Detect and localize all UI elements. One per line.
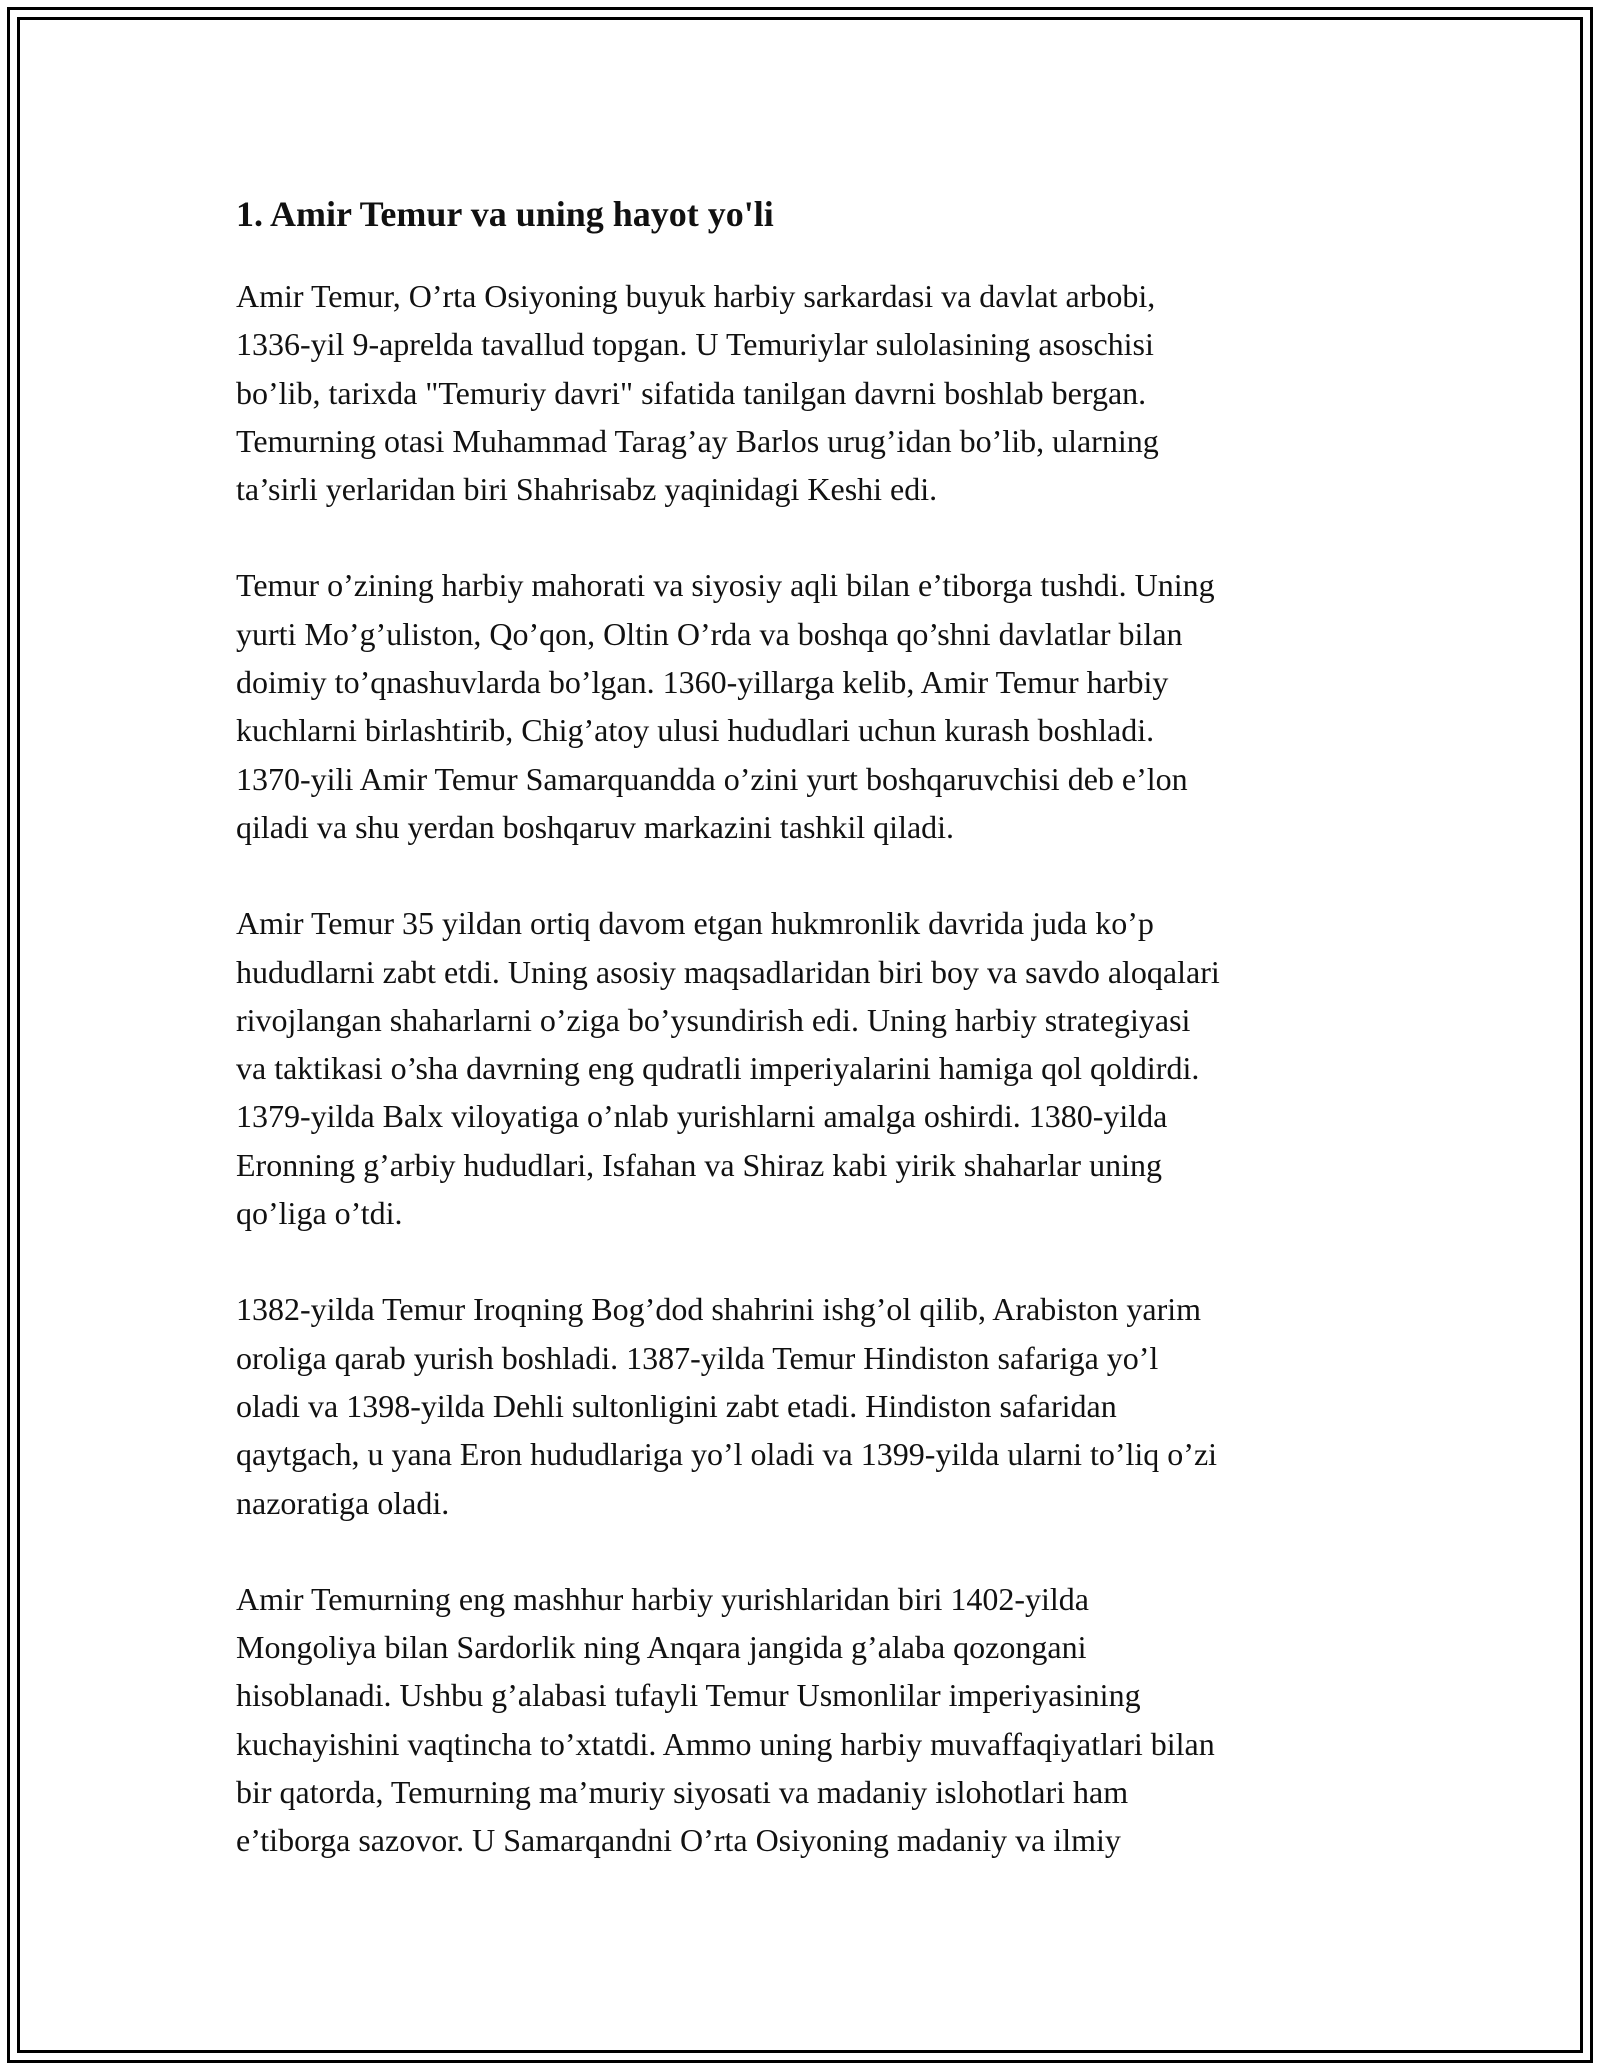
paragraph-line: bo’lib, tarixda "Temuriy davri" sifatida tanilgan davrni boshlab bergan. <box>236 374 1147 411</box>
paragraph-line: Temurning otasi Muhammad Tarag’ay Barlos urug’idan bo’lib, ularning <box>236 422 1159 459</box>
paragraph-line: Eronning g’arbiy hududlari, Isfahan va Shiraz kabi yirik shaharlar uning <box>236 1146 1162 1183</box>
paragraph-3 <box>236 899 1396 1237</box>
paragraph-line: qiladi va shu yerdan boshqaruv markazini tashkil qiladi. <box>236 808 955 845</box>
paragraph-line: 1379-yilda Balx viloyatiga o’nlab yurishlarni amalga oshirdi. 1380-yilda <box>236 1098 1168 1135</box>
paragraph-line: 1382-yilda Temur Iroqning Bog’dod shahrini ishg’ol qilib, Arabiston yarim <box>236 1291 1202 1328</box>
paragraph-line: Mongoliya bilan Sardorlik ning Anqara jangida g’alaba qozongani <box>236 1629 1087 1666</box>
paragraph-1 <box>236 272 1396 513</box>
paragraph-line: qaytgach, u yana Eron hududlariga yo’l oladi va 1399-yilda ularni to’liq o’zi <box>236 1436 1218 1473</box>
paragraph-5 <box>236 1575 1396 1865</box>
paragraph-4 <box>236 1285 1396 1526</box>
document-body <box>236 190 1396 1913</box>
paragraph-line: va taktikasi o’sha davrning eng qudratli imperiyalarini hamiga qol qoldirdi. <box>236 1050 1200 1087</box>
paragraph-line: ta’sirli yerlaridan biri Shahrisabz yaqinidagi Keshi edi. <box>236 471 938 508</box>
paragraph-line: 1336-yil 9-aprelda tavallud topgan. U Temuriylar sulolasining asoschisi <box>236 326 1154 363</box>
paragraph-line: rivojlangan shaharlarni o’ziga bo’ysundirish edi. Uning harbiy strategiyasi <box>236 1001 1191 1038</box>
paragraph-line: e’tiborga sazovor. U Samarqandni O’rta Osiyoning madaniy va ilmiy <box>236 1822 1121 1859</box>
paragraph-line: doimiy to’qnashuvlarda bo’lgan. 1360-yillarga kelib, Amir Temur harbiy <box>236 664 1169 701</box>
paragraph-line: kuchlarni birlashtirib, Chig’atoy ulusi hududlari uchun kurash boshladi. <box>236 712 1155 749</box>
section-heading: 1. Amir Temur va uning hayot yo'li <box>236 194 774 234</box>
paragraph-line: kuchayishini vaqtincha to’xtatdi. Ammo uning harbiy muvaffaqiyatlari bilan <box>236 1725 1215 1762</box>
paragraph-line: Temur o’zining harbiy mahorati va siyosiy aqli bilan e’tiborga tushdi. Uning <box>236 567 1215 604</box>
paragraph-line: nazoratiga oladi. <box>236 1484 450 1521</box>
paragraph-line: Amir Temur 35 yildan ortiq davom etgan hukmronlik davrida juda ko’p <box>236 905 1154 942</box>
paragraph-line: Amir Temurning eng mashhur harbiy yurishlaridan biri 1402-yilda <box>236 1580 1089 1617</box>
paragraph-line: oroliga qarab yurish boshladi. 1387-yilda Temur Hindiston safariga yo’l <box>236 1339 1159 1376</box>
paragraph-line: yurti Mo’g’uliston, Qo’qon, Oltin O’rda va boshqa qo’shni davlatlar bilan <box>236 615 1183 652</box>
paragraph-line: 1370-yili Amir Temur Samarquandda o’zini yurt boshqaruvchisi deb e’lon <box>236 760 1188 797</box>
paragraph-line: bir qatorda, Temurning ma’muriy siyosati va madaniy islohotlari ham <box>236 1774 1129 1811</box>
paragraph-2 <box>236 561 1396 851</box>
paragraph-line: qo’liga o’tdi. <box>236 1195 403 1232</box>
paragraph-line: Amir Temur, O’rta Osiyoning buyuk harbiy sarkardasi va davlat arbobi, <box>236 278 1156 314</box>
paragraph-line: hisoblanadi. Ushbu g’alabasi tufayli Temur Usmonlilar imperiyasining <box>236 1677 1141 1714</box>
paragraph-line: hududlarni zabt etdi. Uning asosiy maqsadlaridan biri boy va savdo aloqalari <box>236 953 1220 990</box>
paragraph-line: oladi va 1398-yilda Dehli sultonligini zabt etadi. Hindiston safaridan <box>236 1387 1117 1424</box>
